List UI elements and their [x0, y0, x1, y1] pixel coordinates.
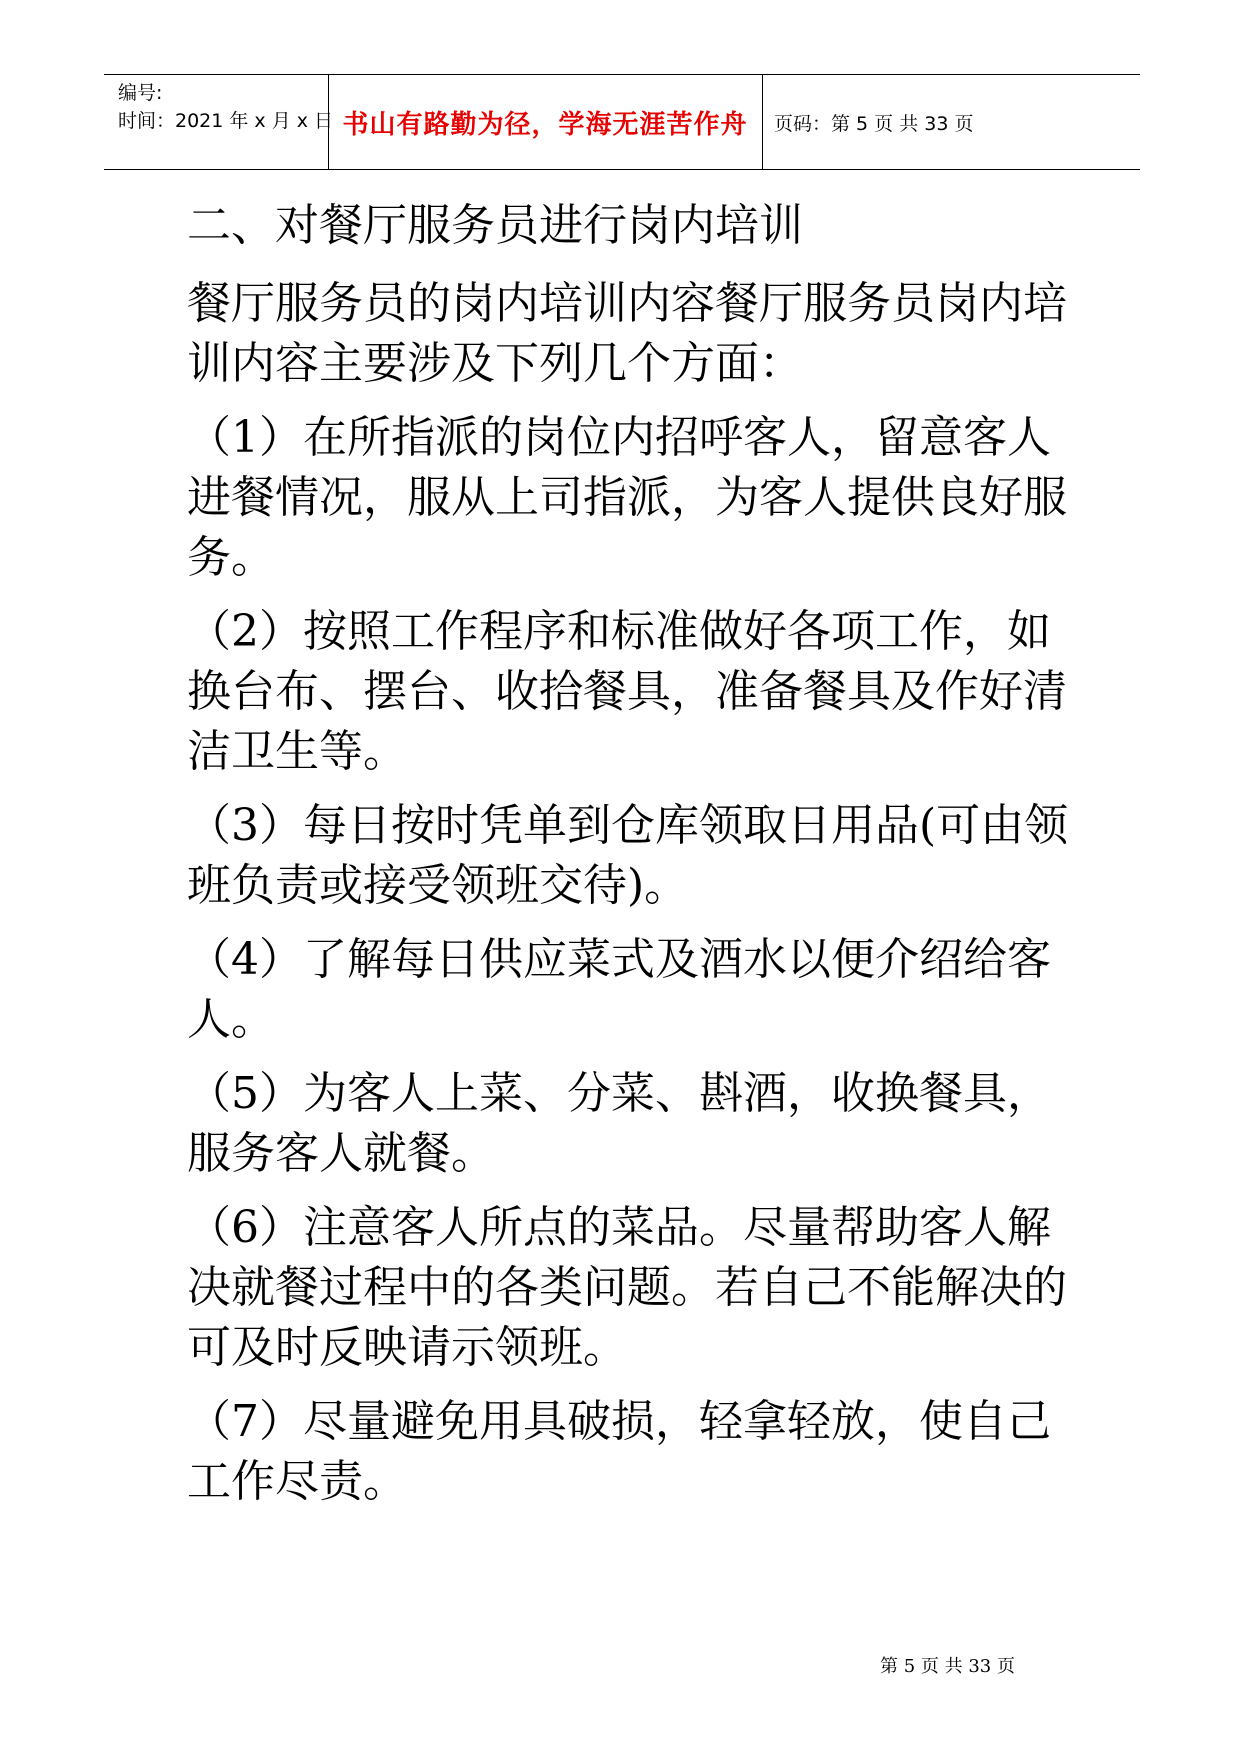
header-motto: 书山有路勤为径，学海无涯苦作舟 [342, 109, 748, 140]
list-item: （7）尽量避免用具破损，轻拿轻放，使自己工作尽责。 [187, 1396, 1051, 1507]
section-heading: 二、对餐厅服务员进行岗内培训 [187, 200, 803, 251]
list-item: （4）了解每日供应菜式及酒水以便介绍给客人。 [187, 934, 1051, 1045]
list-item: （3）每日按时凭单到仓库领取日用品(可由领班负责或接受领班交待)。 [187, 800, 1069, 911]
header-page-info: 页码：第 5 页 共 33 页 [774, 112, 974, 135]
list-item: （1）在所指派的岗位内招呼客人，留意客人进餐情况，服从上司指派，为客人提供良好服务。 [187, 412, 1067, 583]
date-label: 时间：2021 年 x 月 x 日 [118, 110, 334, 132]
serial-number-label: 编号: [118, 82, 163, 104]
header-divider-right [762, 75, 763, 169]
intro-paragraph: 餐厅服务员的岗内培训内容餐厅服务员岗内培训内容主要涉及下列几个方面： [187, 278, 1067, 389]
page-header [104, 74, 1140, 170]
list-item: （5）为客人上菜、分菜、斟酒，收换餐具，服务客人就餐。 [187, 1068, 1051, 1179]
page-footer: 第 5 页 共 33 页 [880, 1656, 1015, 1677]
list-item: （6）注意客人所点的菜品。尽量帮助客人解决就餐过程中的各类问题。若自己不能解决的可及时反映请示领班。 [187, 1202, 1067, 1373]
list-item: （2）按照工作程序和标准做好各项工作，如换台布、摆台、收拾餐具，准备餐具及作好清洁卫生等。 [187, 606, 1067, 777]
document-body [187, 196, 1087, 1526]
